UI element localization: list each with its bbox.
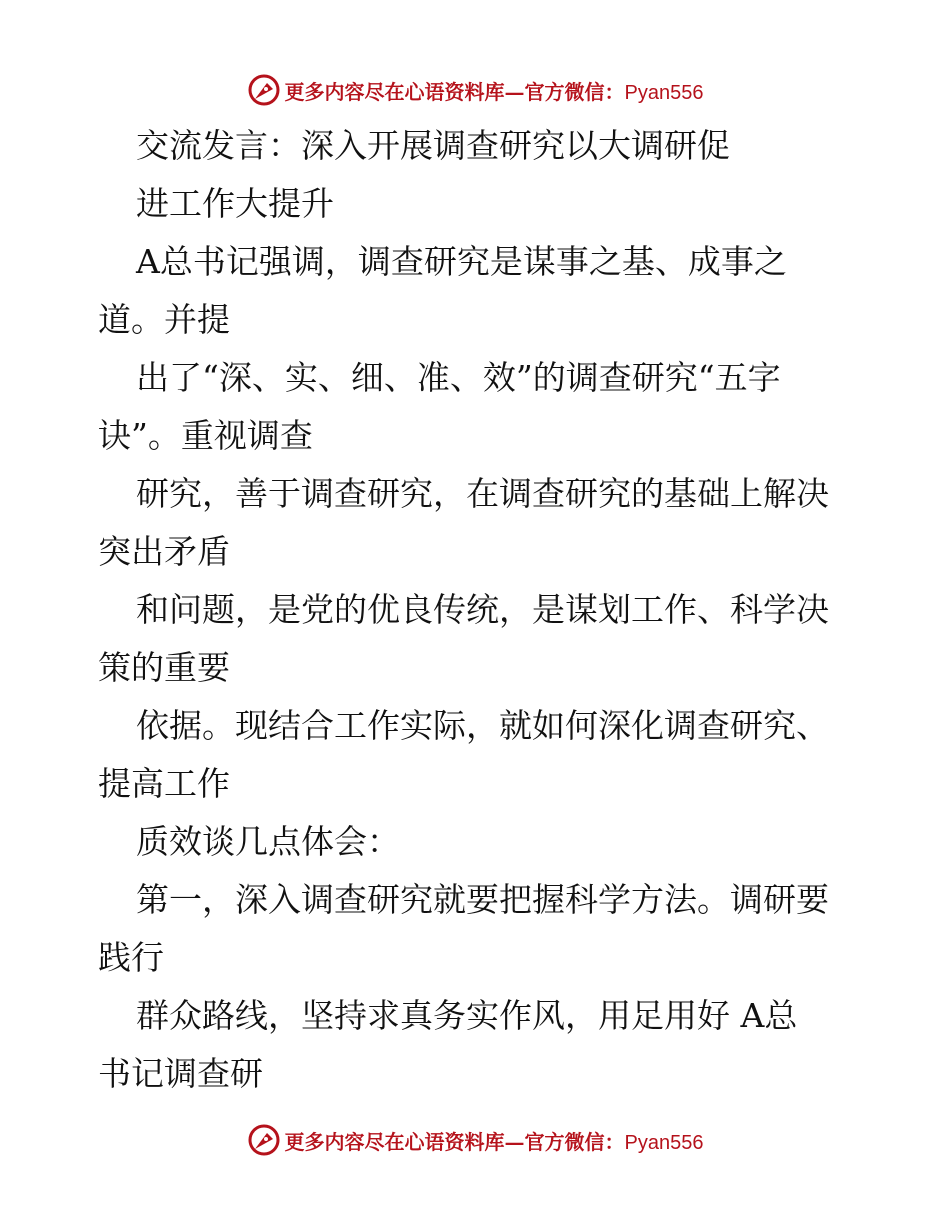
body-line: 提高工作: [98, 764, 230, 803]
body-line: 策的重要: [98, 648, 230, 687]
header-wechat-label: 官方微信：: [524, 79, 625, 104]
body-line: 第一，深入调查研究就要把握科学方法。调研要: [136, 880, 829, 919]
body-line: 道。并提: [98, 300, 230, 339]
body-line: 出了“深、实、细、准、效”的调查研究“五字: [136, 358, 781, 397]
footer-watermark: [0, 1120, 950, 1160]
body-line: 践行: [98, 938, 164, 977]
body-line: 突出矛盾: [98, 532, 230, 571]
body-line: 交流发言：深入开展调查研究以大调研促: [136, 126, 730, 165]
footer-separator: —: [504, 1129, 525, 1154]
body-line: 进工作大提升: [136, 184, 334, 223]
body-line: 和问题，是党的优良传统，是谋划工作、科学决: [136, 590, 829, 629]
pen-nib-logo-icon: [247, 1123, 281, 1157]
body-line: 诀”。重视调查: [98, 416, 313, 455]
header-separator: —: [504, 79, 525, 104]
pen-nib-logo-icon: [247, 73, 281, 107]
footer-wechat-id: Pyan556: [624, 1131, 704, 1154]
body-line: 书记调查研: [98, 1054, 263, 1093]
body-line: 质效谈几点体会：: [136, 822, 400, 861]
header-watermark-text: 更多内容尽在心语资料库: [284, 79, 505, 104]
body-line: 群众路线，坚持求真务实作风，用足用好 A总: [136, 996, 798, 1035]
body-line: A总书记强调，调查研究是谋事之基、成事之: [136, 242, 787, 281]
header-watermark: [0, 70, 950, 110]
body-line: 依据。现结合工作实际，就如何深化调查研究、: [136, 706, 829, 745]
footer-wechat-label: 官方微信：: [524, 1129, 625, 1154]
header-wechat-id: Pyan556: [624, 81, 704, 104]
body-line: 研究，善于调查研究，在调查研究的基础上解决: [136, 474, 829, 513]
footer-watermark-text: 更多内容尽在心语资料库: [284, 1129, 505, 1154]
